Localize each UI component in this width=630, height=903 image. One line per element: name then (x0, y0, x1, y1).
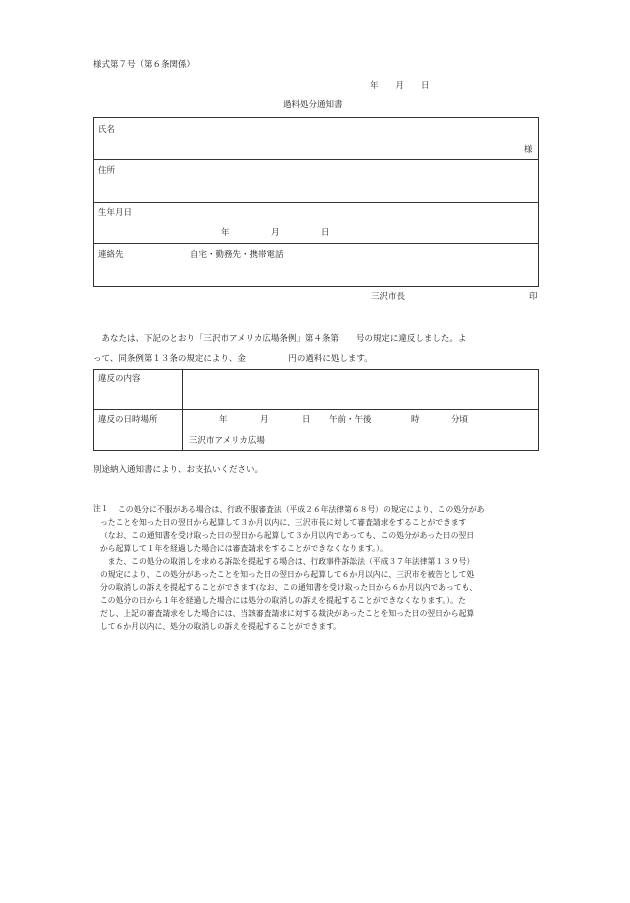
birthdate-label: 生年月日 (98, 208, 133, 218)
birth-month: 月 (271, 228, 280, 238)
violation-minute: 分頃 (451, 415, 469, 425)
violation-table (93, 369, 539, 451)
violation-place: 三沢市アメリカ広場 (189, 436, 265, 446)
violation-hour: 時 (411, 415, 420, 425)
name-label: 氏名 (98, 125, 116, 135)
divider (182, 369, 183, 451)
note-line: 分の取消しの訴えを提起することができます(なお、この通知書を受け取った日から６か月以内であっても、 (100, 583, 478, 592)
payment-note: 別途納入通知書により、お支払いください。 (93, 465, 264, 475)
form-number: 様式第７号（第６条関係） (93, 60, 196, 70)
note-line: この処分に不服がある場合は、行政不服審査法（平成２６年法律第６８号）の規定により、この処分があ (118, 505, 485, 514)
note-line: の規定により、この処分があったことを知った日の翌日から起算して６か月以内に、三沢市を被告として処 (100, 570, 475, 579)
name-suffix: 様 (524, 145, 533, 155)
contact-types: 自宅・勤務先・携帯電話 (190, 250, 284, 260)
seal-mark: 印 (529, 292, 538, 302)
note-line: から起算して１年を経過した場合には審査請求をすることができなくなります。）。 (100, 544, 388, 553)
note-line: ったことを知った日の翌日から起算して３か月以内に、三沢市長に対して審査請求をすることができます (100, 518, 467, 527)
note-line: この処分の日から１年を経過した場合には処分の取消しの訴えを提起することができなくなります。）。た (100, 596, 466, 605)
violation-month: 月 (260, 415, 269, 425)
body-line-2: って、同条例第１３条の規定により、金 円の過料に処します。 (93, 354, 373, 364)
divider (93, 159, 539, 160)
issuer-title: 三沢市長 (371, 292, 406, 302)
date-line: 年 月 日 (370, 81, 430, 91)
contact-label: 連絡先 (98, 250, 124, 260)
body-line-1: あなたは、下記のとおり「三沢市アメリカ広場条例」第４条第 号の規定に違反しました。よ (93, 334, 467, 344)
violation-year: 年 (219, 415, 228, 425)
divider (93, 243, 539, 244)
note-label: 注１ (93, 504, 109, 513)
violation-day: 日 (302, 415, 311, 425)
violation-ampm: 午前・午後 (329, 415, 372, 425)
divider (93, 409, 539, 410)
note-line: また、この処分の取消しを求める訴訟を提起する場合は、行政事件訴訟法（平成３７年法律第１３９号） (100, 557, 475, 566)
note-line: して６か月以内に、処分の取消しの訴えを提起することができます。 (100, 622, 342, 631)
note-line: だし、上記の審査請求をした場合には、当該審査請求に対する裁決があったことを知った日の翌日から起算 (100, 609, 475, 618)
birth-day: 日 (321, 228, 330, 238)
violation-datetime-label: 違反の日時場所 (98, 415, 158, 425)
address-label: 住所 (98, 166, 116, 176)
divider (93, 202, 539, 203)
notes-block (92, 503, 552, 633)
note-line: （なお、この通知書を受け取った日の翌日から起算して３か月以内であっても、この処分があった日の翌日 (100, 531, 475, 540)
document-title: 過料処分通知書 (283, 100, 343, 110)
violation-content-label: 違反の内容 (98, 374, 141, 384)
birth-year: 年 (221, 228, 230, 238)
